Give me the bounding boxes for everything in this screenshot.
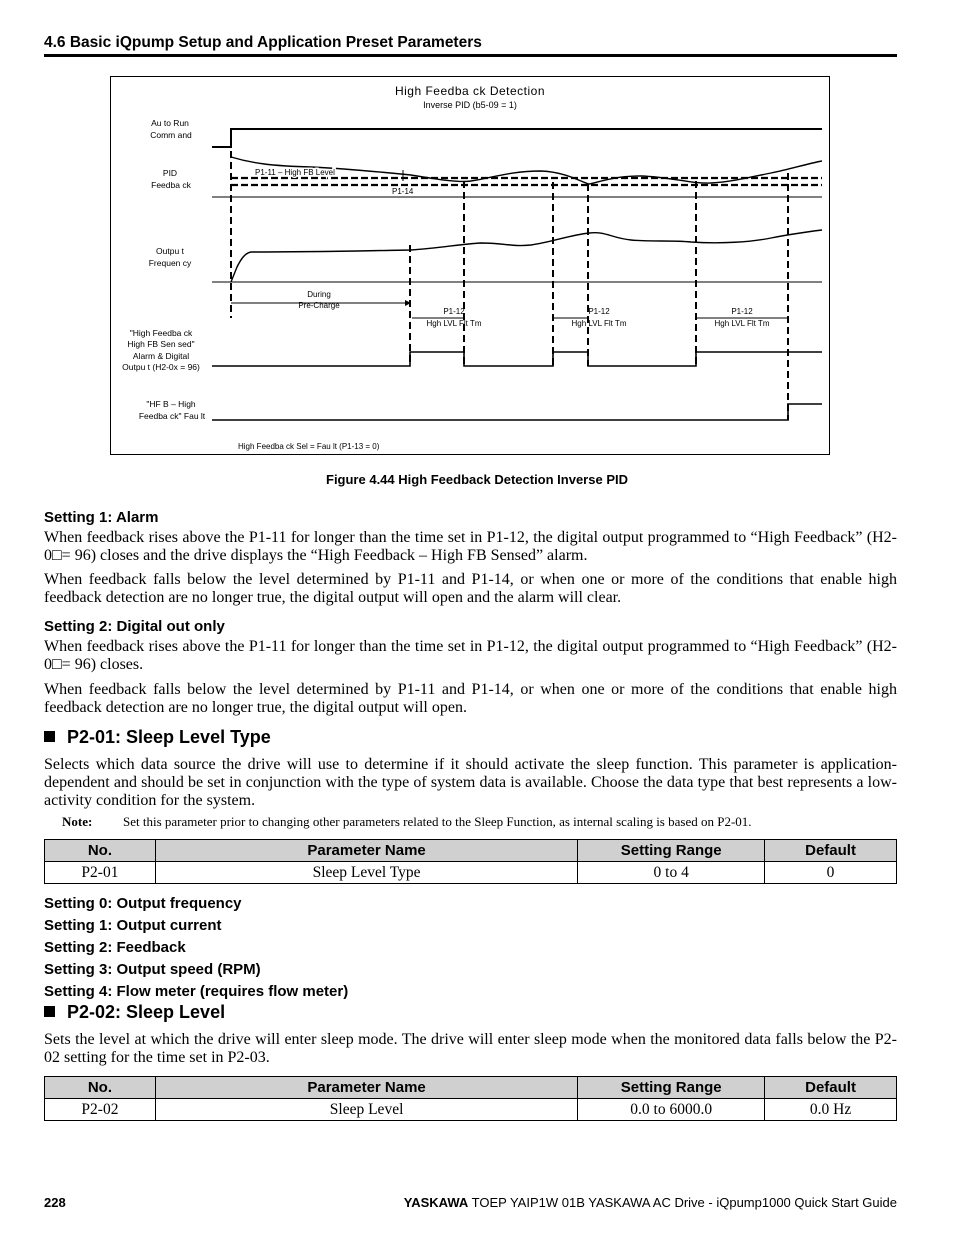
p2-01-table [44, 839, 897, 884]
table-row [45, 862, 897, 884]
footer-doc-title: TOEP YAIP1W 01B YASKAWA AC Drive - iQpump1000 Quick Start Guide [468, 1195, 897, 1210]
p2-02-heading [44, 1002, 225, 1023]
annotation-fault-select: High Feedba ck Sel = Fau lt (P1-13 = 0) [238, 442, 380, 451]
diagram-subtitle: Inverse PID (b5-09 = 1) [423, 100, 517, 110]
p2-02-heading-text: P2-02: Sleep Level [67, 1002, 226, 1022]
p2-02-body: Sets the level at which the drive will enter sleep mode. The drive will enter sleep mode when the monitored data falls below the P2-02 setting for the time set in P2-03. [44, 1031, 897, 1066]
col-header-name: Parameter Name [155, 1077, 577, 1099]
col-header-default: Default [765, 840, 897, 862]
footer-doc [404, 1195, 897, 1210]
output-frequency-curve [231, 230, 822, 282]
setting1-paragraph-2: When feedback falls below the level determined by P1-11 and P1-14, or when one or more of the conditions that enable high feedback detection are no longer true, the digital output will open and the alarm will clear. [44, 571, 897, 606]
table-header-row [45, 840, 897, 862]
header-rule [44, 54, 897, 57]
p2-01-body: Selects which data source the drive will use to determine if it should activate the sleep function. This parameter is application-dependent and should be set in conjunction with the type of system data is available. Choose the data type that best represents a low-activity condition for the system. [44, 756, 897, 809]
setting2-paragraph-1: When feedback rises above the P1-11 for longer than the time set in P1-12, the digital output programmed to “High Feedback” (H2-0□= 96) closes. [44, 638, 897, 673]
figure-caption: Figure 4.44 High Feedback Detection Inverse PID [326, 472, 628, 487]
section-title: 4.6 Basic iQpump Setup and Application Preset Parameters [44, 34, 482, 51]
label-fault-2: Feedba ck" Fau lt [138, 411, 206, 421]
col-header-no: No. [45, 840, 156, 862]
col-header-name: Parameter Name [155, 840, 577, 862]
page-number: 228 [44, 1195, 66, 1210]
label-alarm-2: High FB Sen sed" [127, 339, 195, 349]
annotation-hgh-lvl-a: Hgh LVL Flt Tm [426, 319, 482, 328]
note-label: Note: [62, 814, 93, 829]
auto-run-trace [212, 129, 822, 147]
annotation-p1-14: P1-14 [392, 187, 414, 196]
cell-default: 0 [765, 862, 897, 884]
label-pid-1: PID [162, 168, 178, 178]
timing-diagram-svg [111, 77, 829, 454]
col-header-range: Setting Range [578, 840, 765, 862]
label-fault-1: "HF B – High [146, 399, 196, 409]
label-pid-2: Feedba ck [151, 180, 191, 190]
table-header-row [45, 1077, 897, 1099]
label-auto-run-2: Comm and [150, 130, 192, 140]
fault-trace [212, 404, 822, 420]
annotation-p1-12-a: P1-12 [443, 307, 465, 316]
col-header-no: No. [45, 1077, 156, 1099]
note-text: Set this parameter prior to changing other parameters related to the Sleep Function, as internal scaling is based on P2-01. [123, 814, 752, 829]
label-alarm-4: Outpu t (H2-0x = 96) [122, 362, 200, 372]
setting2-heading: Setting 2: Digital out only [44, 618, 225, 635]
label-outfreq-1: Outpu t [156, 246, 184, 256]
p2-01-heading [44, 727, 271, 748]
setting-item-0: Setting 0: Output frequency [44, 895, 242, 912]
cell-no: P2-02 [45, 1099, 156, 1121]
label-auto-run-1: Au to Run [151, 118, 189, 128]
setting-item-2: Setting 2: Feedback [44, 939, 186, 956]
annotation-hgh-lvl-c: Hgh LVL Flt Tm [714, 319, 770, 328]
setting1-paragraph-1: When feedback rises above the P1-11 for longer than the time set in P1-12, the digital output programmed to “High Feedback” (H2-0□= 96) closes and the drive displays the “High Feedback – High FB Sensed” alarm. [44, 529, 897, 564]
square-bullet-icon [44, 731, 55, 742]
annotation-p1-12-b: P1-12 [588, 307, 610, 316]
annotation-hgh-lvl-b: Hgh LVL Flt Tm [571, 319, 627, 328]
setting-item-3: Setting 3: Output speed (RPM) [44, 961, 261, 978]
label-outfreq-2: Frequen cy [148, 258, 192, 268]
table-row [45, 1099, 897, 1121]
footer-brand: YASKAWA [403, 1195, 469, 1210]
cell-name: Sleep Level Type [155, 862, 577, 884]
annotation-during-2: Pre-Charge [298, 301, 340, 310]
setting-item-4: Setting 4: Flow meter (requires flow meter) [44, 983, 349, 1000]
col-header-default: Default [765, 1077, 897, 1099]
setting1-heading: Setting 1: Alarm [44, 509, 159, 526]
cell-default: 0.0 Hz [765, 1099, 897, 1121]
cell-no: P2-01 [45, 862, 156, 884]
timing-diagram [110, 76, 830, 455]
diagram-title: High Feedba ck Detection [394, 84, 546, 98]
setting2-paragraph-2: When feedback falls below the level determined by P1-11 and P1-14, or when one or more of the conditions that enable high feedback detection are no longer true, the digital output will open. [44, 681, 897, 716]
cell-name: Sleep Level [155, 1099, 577, 1121]
square-bullet-icon [44, 1006, 55, 1017]
col-header-range: Setting Range [578, 1077, 765, 1099]
alarm-output-trace [212, 352, 822, 366]
label-alarm-1: "High Feedba ck [129, 328, 193, 338]
label-alarm-3: Alarm & Digital [132, 351, 190, 361]
p2-01-note [62, 814, 752, 830]
setting-item-1: Setting 1: Output current [44, 917, 222, 934]
annotation-during-1: During [307, 290, 331, 299]
p2-01-heading-text: P2-01: Sleep Level Type [67, 727, 271, 747]
p2-02-table [44, 1076, 897, 1121]
cell-range: 0.0 to 6000.0 [578, 1099, 765, 1121]
annotation-p1-12-c: P1-12 [731, 307, 753, 316]
cell-range: 0 to 4 [578, 862, 765, 884]
annotation-p1-11: P1-11 – High FB Level [255, 168, 335, 177]
